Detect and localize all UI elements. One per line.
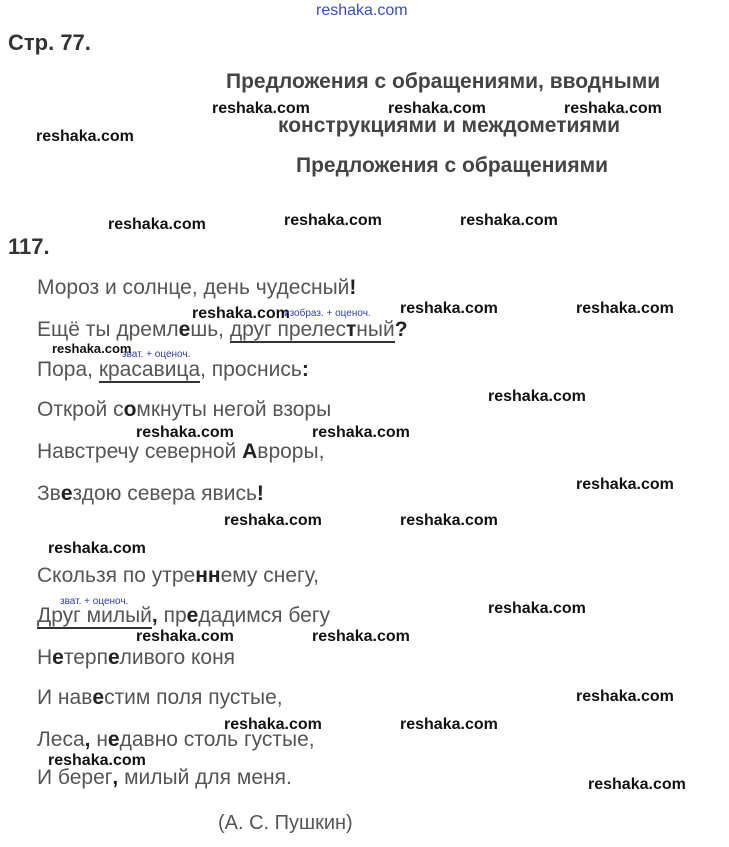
watermark: reshaka.com bbox=[576, 688, 674, 705]
watermark: reshaka.com bbox=[564, 100, 662, 117]
watermark: reshaka.com bbox=[312, 424, 410, 441]
watermark: reshaka.com bbox=[136, 424, 234, 441]
annotation-note: изобраз. + оценоч. bbox=[284, 308, 371, 319]
watermark: reshaka.com bbox=[576, 476, 674, 493]
poem-line-8: Друг милый, предадимся бегу bbox=[37, 604, 331, 627]
poem-line-3: Пора, красавица, проснись: bbox=[37, 358, 309, 381]
watermark: reshaka.com bbox=[400, 512, 498, 529]
watermark: reshaka.com bbox=[48, 540, 146, 557]
watermark: reshaka.com bbox=[108, 216, 206, 233]
page-label: Стр. 77. bbox=[8, 30, 91, 55]
watermark: reshaka.com bbox=[488, 600, 586, 617]
watermark: reshaka.com bbox=[212, 100, 310, 117]
poem-line-4: Открой сомкнуты негой взоры bbox=[37, 398, 332, 421]
address-underlined: красавица bbox=[98, 358, 201, 381]
poem-line-5: Навстречу северной Авроры, bbox=[37, 440, 325, 463]
watermark: reshaka.com bbox=[576, 300, 674, 317]
watermark: reshaka.com bbox=[52, 341, 132, 356]
poem-line-12: И берег, милый для меня. bbox=[37, 766, 292, 789]
watermark: reshaka.com bbox=[224, 716, 322, 733]
poem-line-11: Леса, недавно столь густые, bbox=[37, 728, 315, 751]
annotation-note: зват. + оценоч. bbox=[122, 349, 191, 360]
poem-line-10: И навестим поля пустые, bbox=[37, 686, 283, 709]
subsection-title: Предложения с обращениями bbox=[296, 154, 609, 177]
section-title-line-1: Предложения с обращениями, вводными bbox=[226, 70, 661, 93]
watermark: reshaka.com bbox=[224, 512, 322, 529]
watermark: reshaka.com bbox=[588, 776, 686, 793]
annotation-note: зват. + оценоч. bbox=[60, 596, 129, 607]
section-title-line-2: конструкциями и междометиями bbox=[278, 114, 621, 137]
watermark: reshaka.com bbox=[36, 128, 134, 145]
poem-line-1: Мороз и солнце, день чудесный! bbox=[37, 276, 357, 299]
address-underlined: друг прелестный bbox=[229, 318, 395, 341]
watermark: reshaka.com bbox=[400, 716, 498, 733]
watermark: reshaka.com bbox=[136, 628, 234, 645]
watermark: reshaka.com bbox=[488, 388, 586, 405]
watermark: reshaka.com bbox=[388, 100, 486, 117]
watermark: reshaka.com bbox=[48, 752, 146, 769]
watermark: reshaka.com bbox=[400, 300, 498, 317]
watermark: reshaka.com bbox=[460, 212, 558, 229]
watermark: reshaka.com bbox=[192, 305, 290, 322]
watermark: reshaka.com bbox=[284, 212, 382, 229]
task-number: 117. bbox=[8, 234, 50, 259]
poem-author: (А. С. Пушкин) bbox=[218, 812, 353, 834]
poem-line-6: Звездою севера явись! bbox=[37, 482, 264, 505]
poem-line-2: Ещё ты дремлешь, друг прелестный? bbox=[37, 318, 408, 341]
watermark: reshaka.com bbox=[312, 628, 410, 645]
poem-line-9: Нетерпеливого коня bbox=[37, 646, 236, 669]
site-header-watermark[interactable]: reshaka.com bbox=[316, 2, 408, 19]
poem-line-7: Скользя по утреннему снегу, bbox=[37, 564, 319, 587]
address-underlined: Друг милый bbox=[37, 604, 152, 627]
